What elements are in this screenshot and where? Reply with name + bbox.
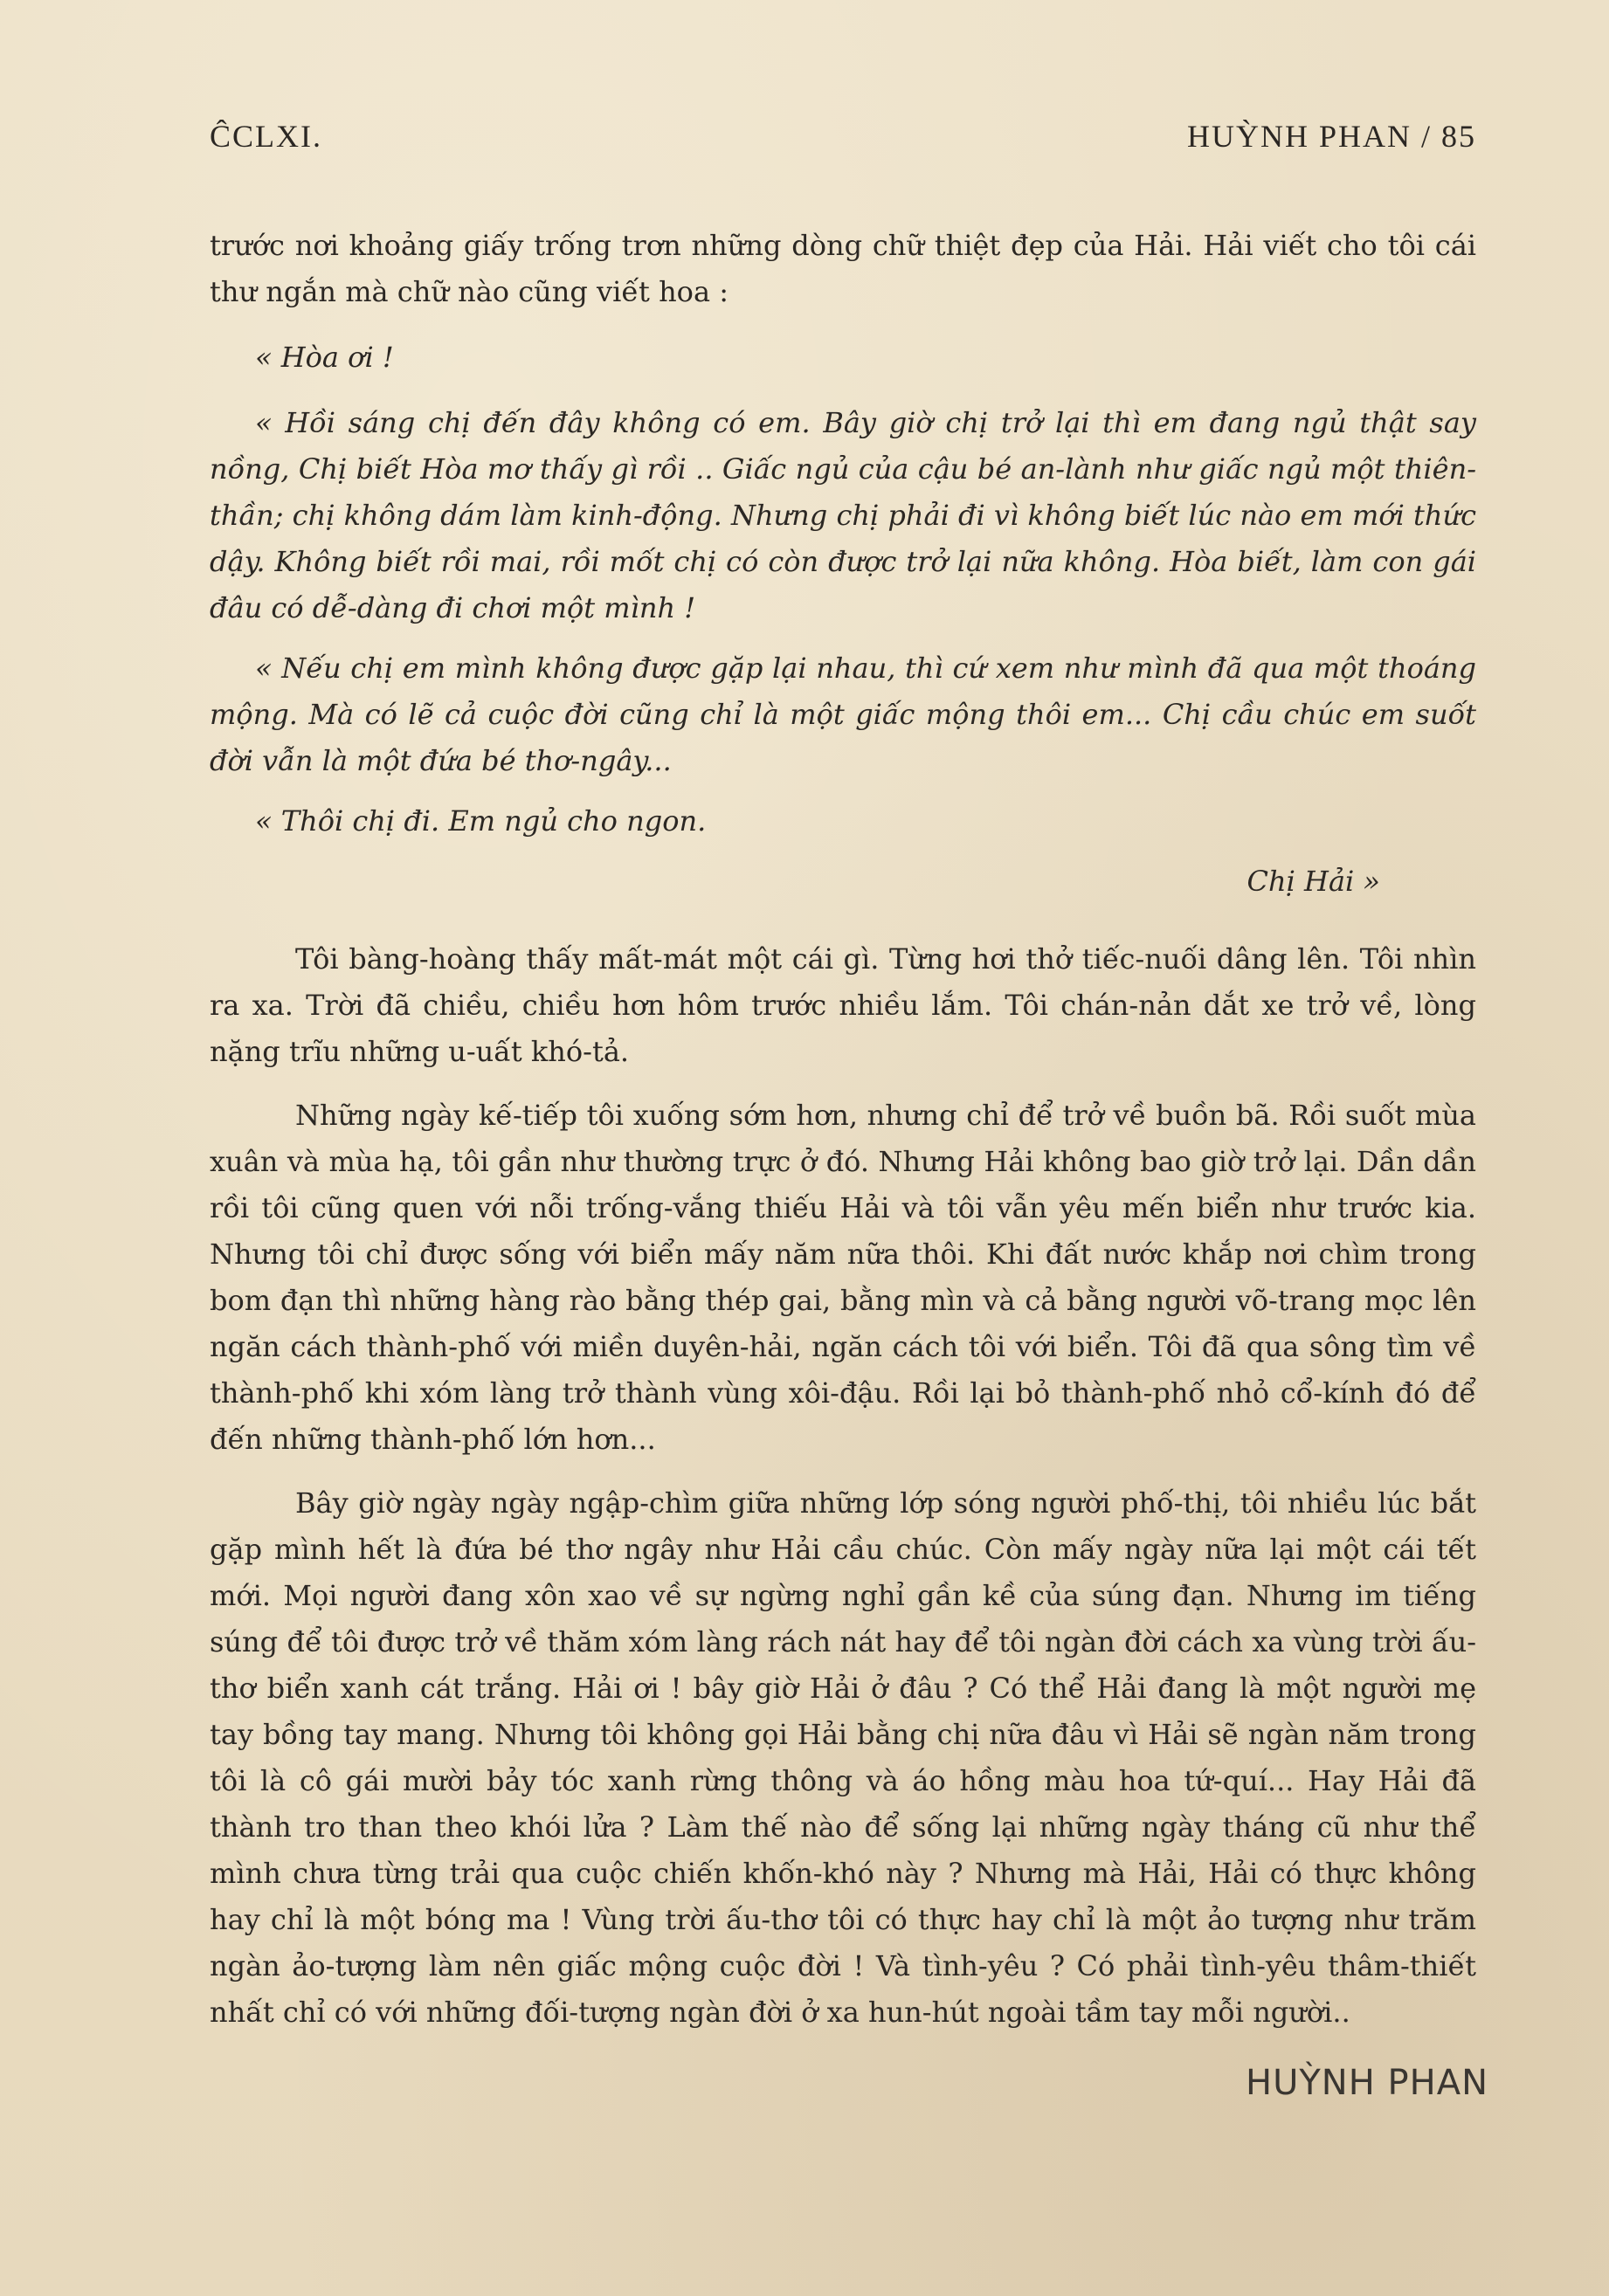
running-head-page-number: HUỲNH PHAN / 85: [1186, 119, 1476, 154]
letter-paragraph: « Hồi sáng chị đến đây không có em. Bây giờ chị trở lại thì em đang ngủ thật say nồng, Chị biết Hòa mơ thấy gì rồi .. Giấc ngủ của cậu bé an-lành như giấc ngủ một thiên-thần; chị không dám làm kinh-động. Nhưng chị phải đi vì không biết lúc nào em mới thức dậy. Không biết rồi mai, rồi mốt chị có còn được trở lại nữa không. Hòa biết, làm con gái đâu có dễ-dàng đi chơi một mình !: [210, 406, 1476, 624]
letter-salutation: « Hòa ơi !: [255, 341, 394, 374]
intro-paragraph: trước nơi khoảng giấy trống trơn những dòng chữ thiệt đẹp của Hải. Hải viết cho tôi cái thư ngắn mà chữ nào cũng viết hoa :: [210, 229, 1476, 308]
page-header: [210, 118, 1476, 162]
article-body: [210, 223, 1476, 2053]
author-byline: HUỲNH PHAN: [1246, 2063, 1488, 2103]
narrative-paragraph: Bây giờ ngày ngày ngập-chìm giữa những lớp sóng người phố-thị, tôi nhiều lúc bắt gặp mình hết là đứa bé thơ ngây như Hải cầu chúc. Còn mấy ngày nữa lại một cái tết mới. Mọi người đang xôn xao về sự ngừng nghỉ gần kề của súng đạn. Nhưng im tiếng súng để tôi được trở về thăm xóm làng rách nát hay để tôi ngàn đời cách xa vùng trời ấu-thơ biển xanh cát trắng. Hải ơi ! bây giờ Hải ở đâu ? Có thể Hải đang là một người mẹ tay bồng tay mang. Nhưng tôi không gọi Hải bằng chị nữa đâu vì Hải sẽ ngàn năm trong tôi là cô gái mười bảy tóc xanh rừng thông và áo hồng màu hoa tứ-quí... Hay Hải đã thành tro than theo khói lửa ? Làm thế nào để sống lại những ngày tháng cũ như thể mình chưa từng trải qua cuộc chiến khốn-khó này ? Nhưng mà Hải, Hải có thực không hay chỉ là một bóng ma ! Vùng trời ấu-thơ tôi có thực hay chỉ là một ảo tượng như trăm ngàn ảo-tượng làm nên giấc mộng cuộc đời ! Và tình-yêu ? Có phải tình-yêu thâm-thiết nhất chỉ có với những đối-tượng ngàn đời ở xa hun-hút ngoài tầm tay mỗi người..: [210, 1486, 1476, 2029]
narrative-paragraph: Tôi bàng-hoàng thấy mất-mát một cái gì. Từng hơi thở tiếc-nuối dâng lên. Tôi nhìn ra xa. Trời đã chiều, chiều hơn hôm trước nhiều lắm. Tôi chán-nản dắt xe trở về, lòng nặng trĩu những u-uất khó-tả.: [210, 942, 1476, 1068]
narrative-paragraph: Những ngày kế-tiếp tôi xuống sớm hơn, nhưng chỉ để trở về buồn bã. Rồi suốt mùa xuân và mùa hạ, tôi gần như thường trực ở đó. Nhưng Hải không bao giờ trở lại. Dần dần rồi tôi cũng quen với nỗi trống-vắng thiếu Hải và tôi vẫn yêu mến biển như trước kia. Nhưng tôi chỉ được sống với biển mấy năm nữa thôi. Khi đất nước khắp nơi chìm trong bom đạn thì những hàng rào bằng thép gai, bằng mìn và cả bằng người võ-trang mọc lên ngăn cách thành-phố với miền duyên-hải, ngăn cách tôi với biển. Tôi đã qua sông tìm về thành-phố khi xóm làng trở thành vùng xôi-đậu. Rồi lại bỏ thành-phố nhỏ cổ-kính đó để đến những thành-phố lớn hơn...: [210, 1099, 1476, 1456]
issue-number: ĈCLXI.: [210, 119, 322, 154]
letter-paragraph: « Thôi chị đi. Em ngủ cho ngon.: [255, 804, 707, 838]
letter-signature: Chị Hải »: [1246, 865, 1380, 898]
letter-paragraph: « Nếu chị em mình không được gặp lại nhau, thì cứ xem như mình đã qua một thoáng mộng. Mà có lẽ cả cuộc đời cũng chỉ là một giấc mộng thôi em... Chị cầu chúc em suốt đời vẫn là một đứa bé thơ-ngây...: [210, 652, 1476, 777]
letter-block: [210, 334, 1476, 905]
narrative-block: [210, 936, 1476, 2036]
